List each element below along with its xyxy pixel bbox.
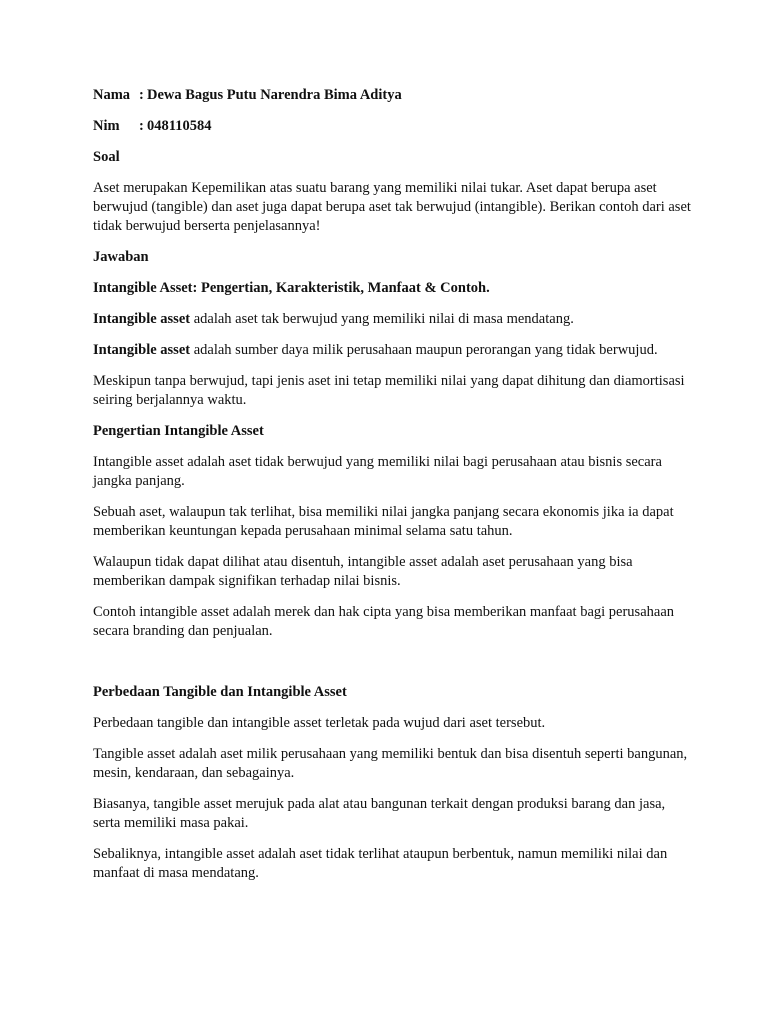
nama-label: Nama [93, 87, 131, 103]
pengertian-paragraph-3: Walaupun tidak dapat dilihat atau disentuh, intangible asset adalah aset perusahaan yang bisa memberikan dampak signifikan terhadap nilai bisnis. [93, 554, 633, 589]
definition-1-term: Intangible asset [93, 311, 191, 327]
soal-text: Aset merupakan Kepemilikan atas suatu barang yang memiliki nilai tukar. Aset dapat berupa aset berwujud (tangible) dan aset juga dapat berupa aset tak berwujud (intangible). Berikan contoh dari aset tidak berwujud berserta penjelasannya! [93, 180, 691, 234]
soal-heading: Soal [93, 149, 120, 165]
jawaban-title: Intangible Asset: Pengertian, Karakteristik, Manfaat & Contoh. [93, 280, 490, 296]
section-spacer [93, 653, 693, 683]
pengertian-heading: Pengertian Intangible Asset [93, 423, 264, 439]
nama-separator: : [139, 87, 144, 103]
document-page [93, 86, 693, 895]
perbedaan-heading: Perbedaan Tangible dan Intangible Asset [93, 684, 347, 700]
nim-field [93, 117, 693, 136]
definition-2-term: Intangible asset [93, 342, 191, 358]
perbedaan-paragraph-4: Sebaliknya, intangible asset adalah aset tidak terlihat ataupun berbentuk, namun memiliki nilai dan manfaat di masa mendatang. [93, 846, 668, 881]
nama-value: Dewa Bagus Putu Narendra Bima Aditya [147, 87, 402, 103]
definition-1 [93, 310, 693, 329]
pengertian-paragraph-4: Contoh intangible asset adalah merek dan hak cipta yang bisa memberikan manfaat bagi perusahaan secara branding dan penjualan. [93, 604, 674, 639]
perbedaan-paragraph-1: Perbedaan tangible dan intangible asset terletak pada wujud dari aset tersebut. [93, 715, 546, 731]
pengertian-paragraph-1: Intangible asset adalah aset tidak berwujud yang memiliki nilai bagi perusahaan atau bisnis secara jangka panjang. [93, 454, 662, 489]
definition-2 [93, 341, 693, 360]
definition-1-text: adalah aset tak berwujud yang memiliki nilai di masa mendatang. [190, 311, 574, 327]
pengertian-paragraph-2: Sebuah aset, walaupun tak terlihat, bisa memiliki nilai jangka panjang secara ekonomis jika ia dapat memberikan keuntungan kepada perusahaan minimal selama satu tahun. [93, 504, 674, 539]
perbedaan-paragraph-2: Tangible asset adalah aset milik perusahaan yang memiliki bentuk dan bisa disentuh seperti bangunan, mesin, kendaraan, dan sebagainya. [93, 746, 688, 781]
definition-2-text: adalah sumber daya milik perusahaan maupun perorangan yang tidak berwujud. [190, 342, 658, 358]
nim-value: 048110584 [147, 118, 212, 134]
perbedaan-paragraph-3: Biasanya, tangible asset merujuk pada alat atau bangunan terkait dengan produksi barang dan jasa, serta memiliki masa pakai. [93, 796, 666, 831]
jawaban-paragraph: Meskipun tanpa berwujud, tapi jenis aset ini tetap memiliki nilai yang dapat dihitung dan diamortisasi seiring berjalannya waktu. [93, 373, 685, 408]
nim-label: Nim [93, 118, 120, 134]
nim-separator: : [139, 118, 144, 134]
nama-field [93, 86, 693, 105]
jawaban-heading: Jawaban [93, 249, 149, 265]
